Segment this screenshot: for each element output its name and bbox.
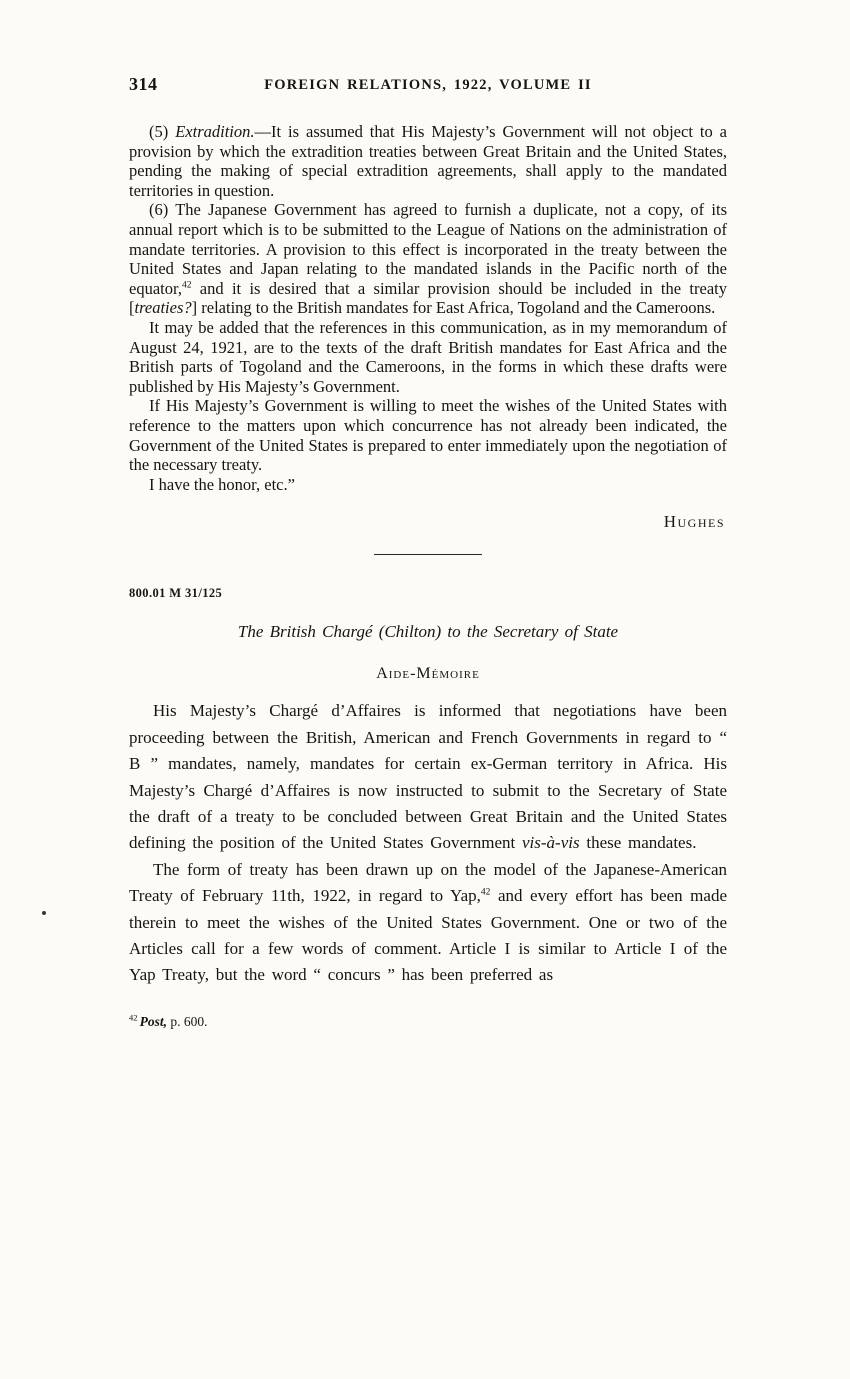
- text-run: Extradition.: [175, 122, 255, 141]
- aide-memoire-section: [129, 586, 727, 988]
- footnote: [129, 1014, 727, 1030]
- memo-paragraphs: [129, 698, 727, 988]
- margin-dot: [42, 911, 46, 915]
- text-run: Post,: [139, 1013, 168, 1029]
- text-run: —It is assumed that His Majesty’s Government will not object to a provision by which the extradition treaties between Great Britain and the United States, pending the making of special extradition agreements, shall apply to the mandated territories in question.: [129, 122, 727, 200]
- paragraph: [129, 122, 727, 200]
- paragraph: [129, 318, 727, 396]
- section-divider: [374, 554, 482, 555]
- text-run: If His Majesty’s Government is willing to meet the wishes of the United States with reference to the matters upon which concurrence has not already been indicated, the Government of the United States is prepared to enter immediately upon the negotiation of the necessary treaty.: [129, 396, 727, 475]
- text-run: I have the honor, etc.”: [149, 474, 295, 494]
- footnote-reference: 42: [181, 280, 192, 291]
- document-title: The British Chargé (Chilton) to the Secretary of State: [237, 622, 619, 642]
- document-subtitle: Aide-Mémoire: [376, 665, 480, 683]
- text-run: these mandates.: [579, 833, 697, 853]
- text-run: treaties?: [134, 298, 192, 318]
- footnote-reference: 42: [480, 887, 491, 898]
- text-run: The form of treaty has been drawn up on the model of the Japanese-American Treaty of February 11th, 1922, in regard to Yap,: [129, 859, 727, 906]
- text-run: (5): [149, 122, 176, 141]
- text-run: (6) The Japanese Government has agreed to furnish a duplicate, not a copy, of its annual report which is to be submitted to the League of Nations on the administration of mandate territories. A provision to this effect is incorporated in the treaty between the United States and Japan relating to the mandated islands in the Pacific north of the equator,: [129, 200, 727, 298]
- text-run: and it is desired that a similar provision should be included in the treaty [: [129, 278, 727, 318]
- signature: Hughes: [663, 512, 725, 532]
- page-number: 314: [129, 74, 158, 94]
- paragraph: [129, 857, 727, 989]
- letter-section: [129, 122, 727, 532]
- text-run: and every effort has been made therein to meet the wishes of the United States Government. One or two of the Articles call for a few words of comment. Article I is similar to Article I of the Yap Treaty, but the word “ concurs ” has been preferred as: [129, 886, 728, 985]
- document-reference: 800.01 M 31/125: [129, 586, 223, 601]
- paragraph: [129, 475, 727, 495]
- letter-paragraphs: [129, 122, 727, 494]
- paragraph: [129, 396, 727, 474]
- text-run: vis-à-vis: [522, 833, 580, 853]
- paragraph: [129, 200, 727, 318]
- paragraph: [129, 698, 727, 856]
- text-run: It may be added that the references in this communication, as in my memorandum of August 24, 1921, are to the texts of the draft British mandates for East Africa and the British parts of Togoland and the Cameroons, in the forms in which these drafts were published by His Majesty’s Government.: [129, 317, 727, 396]
- footnote-reference: 42: [129, 1012, 140, 1023]
- text-run: p. 600.: [167, 1013, 208, 1029]
- text-run: ] relating to the British mandates for East Africa, Togoland and the Cameroons.: [191, 298, 716, 318]
- running-title: FOREIGN RELATIONS, 1922, VOLUME II: [264, 77, 592, 93]
- text-run: His Majesty’s Chargé d’Affaires is informed that negotiations have been proceeding between the British, American and French Governments in regard to “ B ” mandates, namely, mandates for certain ex-German territory in Africa. His Majesty’s Chargé d’Affaires is now instructed to submit to the Secretary of State the draft of a treaty to be concluded between Great Britain and the United States defining the position of the United States Government: [129, 701, 727, 853]
- page-header: [129, 76, 727, 98]
